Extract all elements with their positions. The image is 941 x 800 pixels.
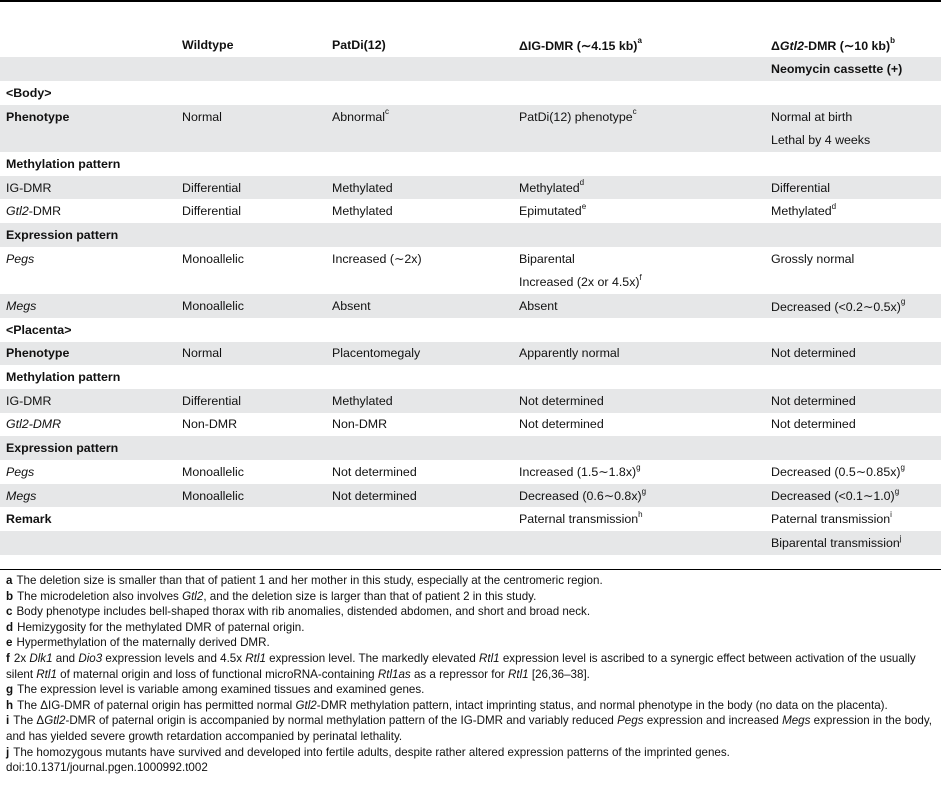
footnote-g: g The expression level is variable among examined tissues and examined genes. [6, 683, 425, 697]
footnote-h: h The ΔIG-DMR of paternal origin has permitted normal Gtl2-DMR methylation pattern, intact imprinting status, and normal phenotype in the body (no data on the placenta). [6, 698, 888, 712]
top-rule [0, 0, 941, 2]
table-row: Methylation pattern [6, 370, 121, 385]
table-row [0, 81, 941, 105]
header-neomycin: Neomycin cassette (+) [765, 57, 941, 81]
table-row: Methylation pattern [6, 156, 121, 171]
footnote-d: d Hemizygosity for the methylated DMR of paternal origin. [6, 620, 305, 634]
table-row: Megs Monoallelic Not determined Decreased (0.6∼0.8x)$^g$ Decreased (<0.1∼1.0)$^g$ [0, 484, 941, 508]
header-wildtype: Wildtype [182, 38, 234, 52]
table-row: Expression pattern [0, 436, 941, 460]
section-body: <Body> [6, 85, 52, 100]
table-row [0, 318, 941, 342]
table-row: Gtl2-DMR Non-DMR Non-DMR Not determined Not determined [6, 417, 856, 432]
table-row: Expression pattern [0, 223, 941, 247]
table-row: Gtl2-DMR Differential Methylated Epimutated$^e$ Methylated$^d$ [6, 202, 837, 219]
footnote-b: b The microdeletion also involves Gtl2, and the deletion size is larger than that of patient 2 in this study. [6, 589, 537, 603]
footnote-e: e Hypermethylation of the maternally derived DMR. [6, 636, 270, 650]
footnote-i: i The ΔGtl2-DMR of paternal origin is accompanied by normal methylation pattern of the IG-DMR and variably reduced Pegs expression and increased Megs expression in the body, and has yielded severe growth retardation accompanied by perinatal lethality. [6, 714, 933, 743]
table-row: Biparental transmission$^j$ [0, 531, 941, 555]
table-row: Megs Monoallelic Absent Absent Decreased (<0.2∼0.5x)$^g$ [0, 294, 941, 318]
header-empty [0, 33, 176, 57]
footnote-c: c Body phenotype includes bell-shaped thorax with rib anomalies, distended abdomen, and short and broad neck. [6, 605, 591, 619]
table-row: IG-DMR Differential Methylated Not determined Not determined [0, 389, 941, 413]
footnotes [6, 573, 938, 776]
footnote-f: f 2x Dlk1 and Dio3 expression levels and 4.5x Rtl1 expression level. The markedly elevated Rtl1 expression level is ascribed to a synergic effect between activation of the usually silent Rtl1 of maternal origin and loss of functional microRNA-containing Rtl1as as a repressor for Rtl1 [26,36–38]. [6, 651, 916, 681]
table-row: Increased (2x or 4.5x)$^f$ [519, 273, 642, 290]
table-row: Lethal by 4 weeks [0, 128, 941, 152]
footnote-j: j The homozygous mutants have survived and developed into fertile adults, despite rather altered expression patterns of the imprinted genes. [6, 745, 730, 759]
table-row: Remark Paternal transmission$^h$ Paternal transmission$^i$ [6, 510, 892, 527]
section-placenta: <Placenta> [6, 322, 72, 337]
doi-link[interactable]: doi:10.1371/journal.pgen.1000992.t002 [6, 761, 208, 775]
table-row: Phenotype Normal Placentomegaly Apparently normal Not determined [0, 342, 941, 366]
table-row: Phenotype Normal Abnormal$^c$ PatDi(12) phenotype$^c$ Normal at birth [0, 105, 941, 129]
table-row: Pegs Monoallelic Not determined Increased (1.5∼1.8x)$^g$ Decreased (0.5∼0.85x)$^g$ [6, 463, 905, 480]
header-row [0, 33, 941, 57]
header-delta-gtl2dmr: ΔGtl2-DMR (∼10 kb)$^b$ [771, 36, 896, 53]
header-subrow [0, 57, 941, 81]
footnote-a: a The deletion size is smaller than that of patient 1 and her mother in this study, especially at the centromeric region. [6, 574, 603, 587]
bottom-rule [0, 569, 941, 570]
header-patdi: PatDi(12) [332, 38, 386, 52]
table-row: Pegs Monoallelic Increased (∼2x) Biparental Grossly normal [6, 251, 855, 267]
table-row: IG-DMR Differential Methylated Methylated$^d$ Differential [0, 176, 941, 200]
header-delta-igdmr: ΔIG-DMR (∼4.15 kb)$^a$ [519, 36, 642, 53]
comparison-table [0, 33, 941, 555]
